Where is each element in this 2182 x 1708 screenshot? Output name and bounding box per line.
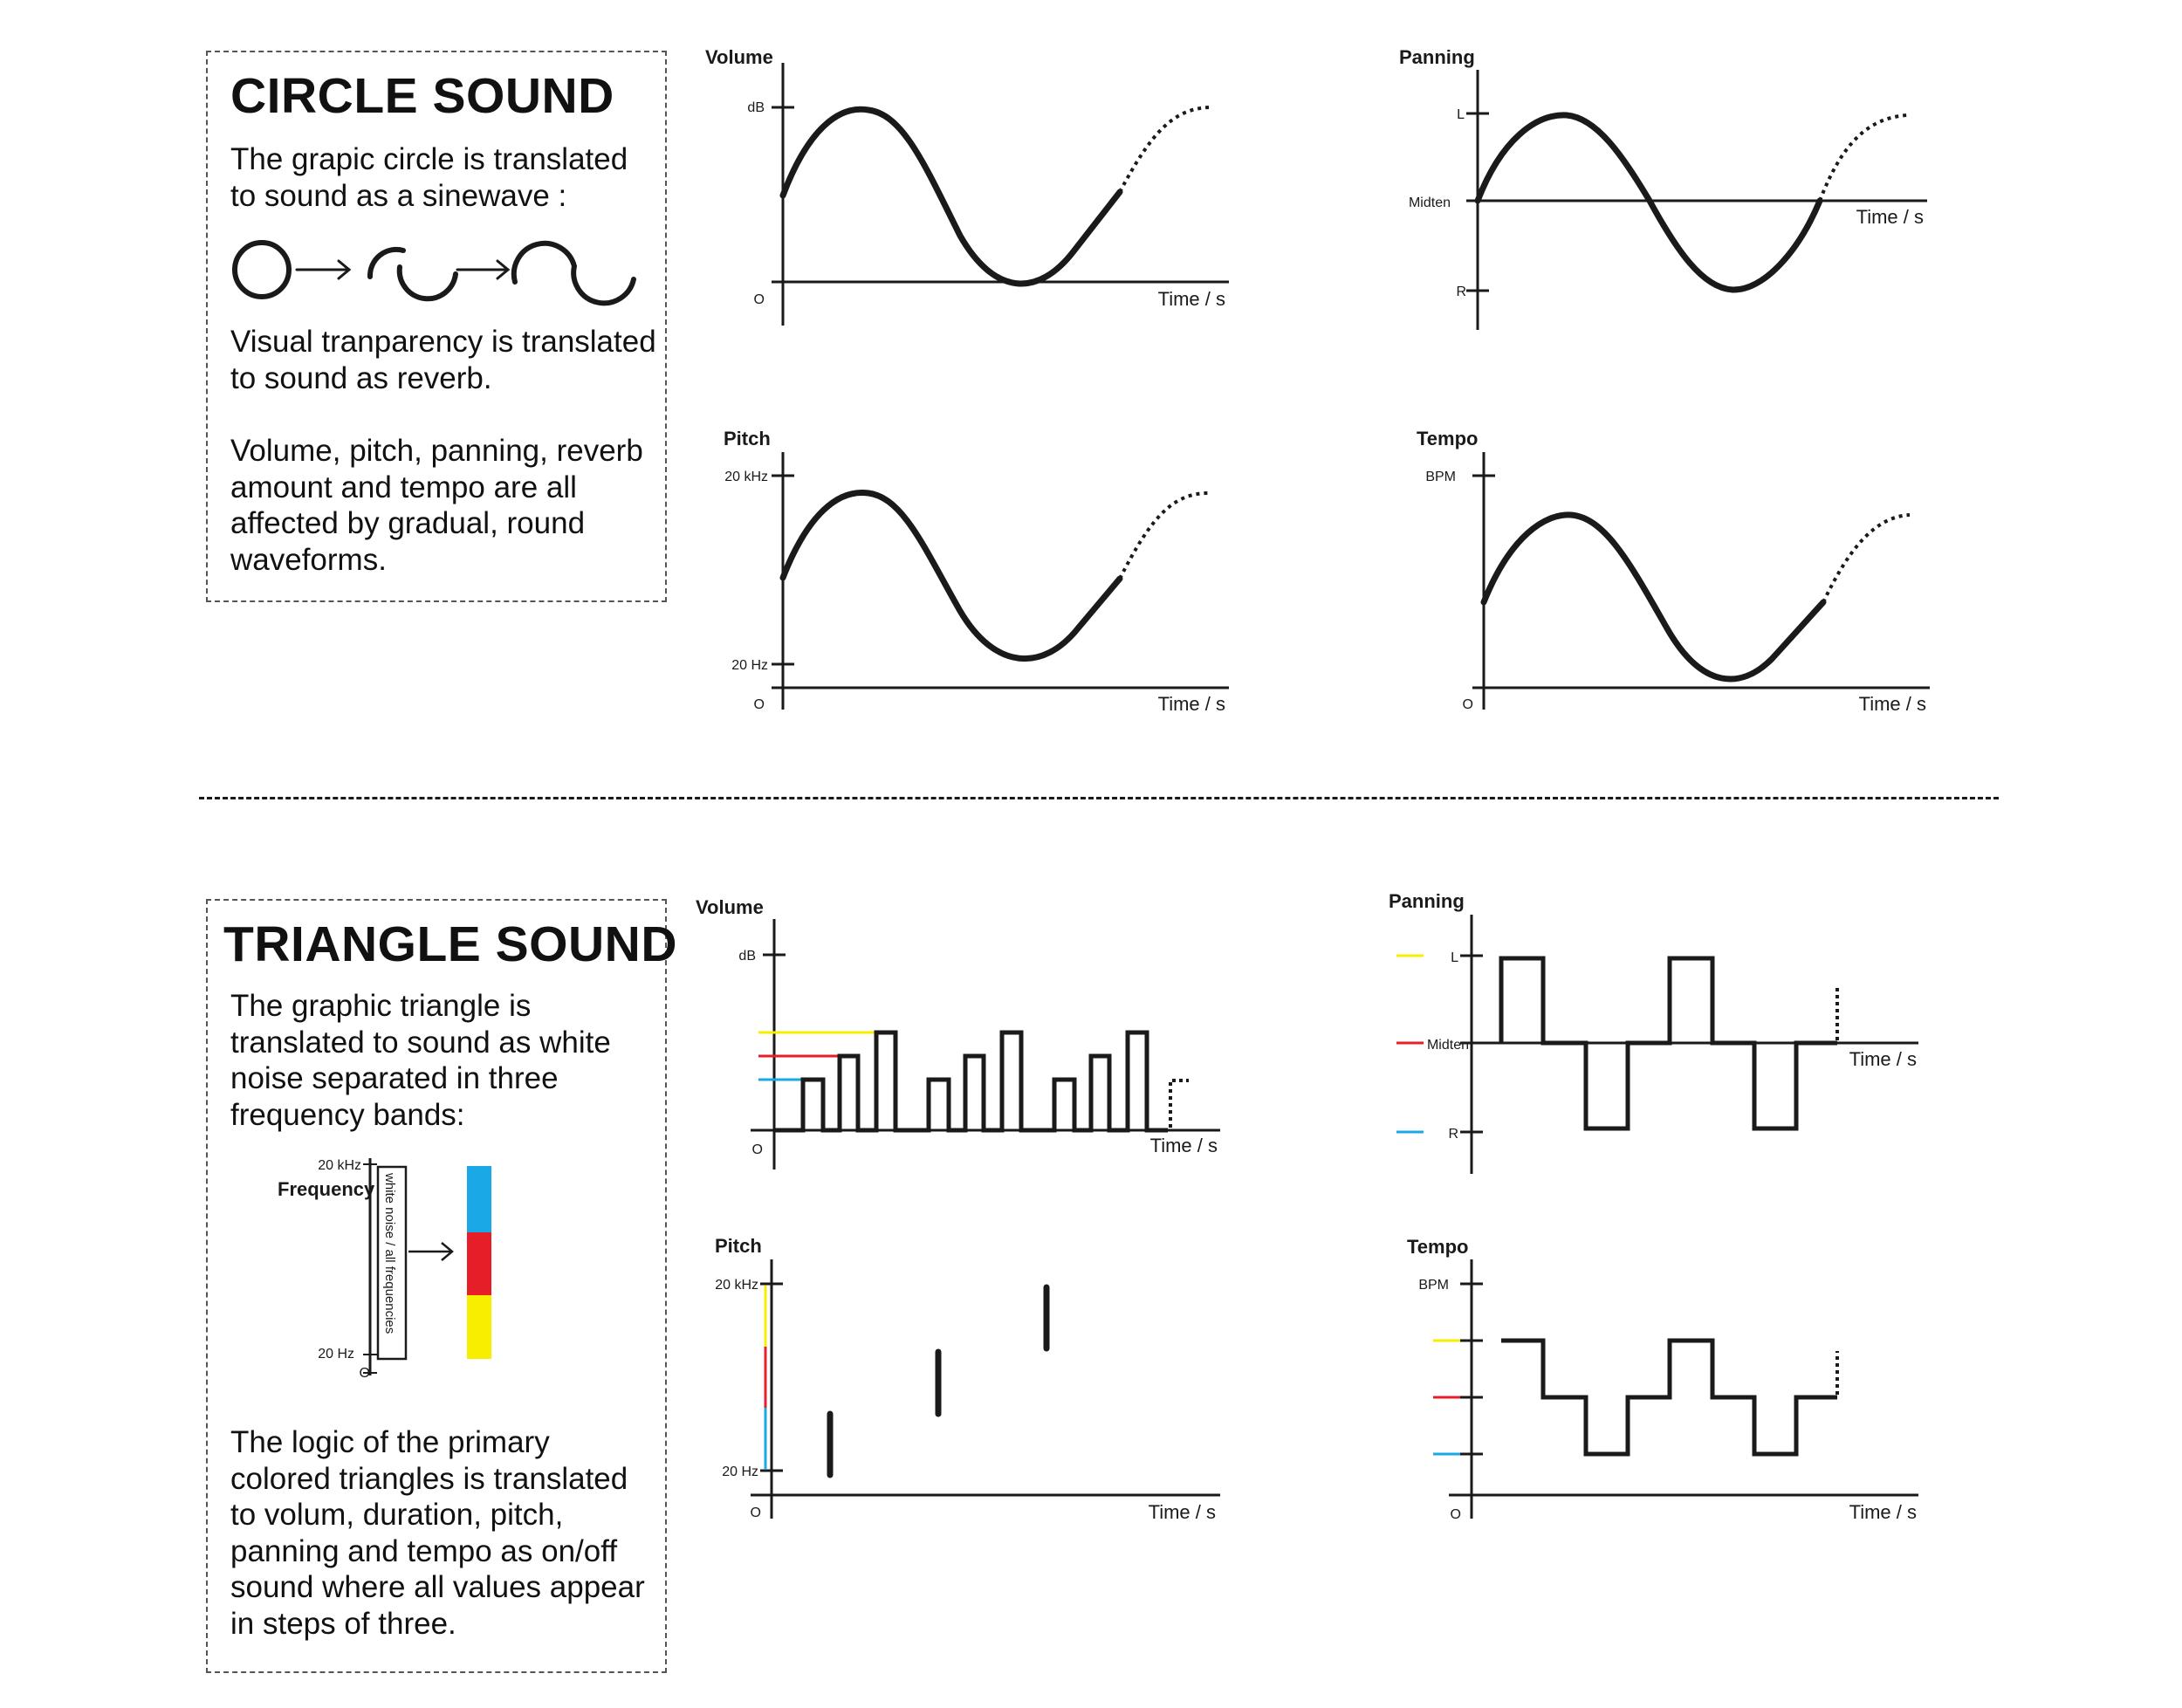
c-volume-ytop-label: dB (747, 100, 765, 115)
frequency-origin-label: O (359, 1366, 370, 1381)
t-volume-origin-label: O (751, 1142, 763, 1157)
c-pitch-x-label: Time / s (1157, 693, 1225, 715)
frequency-top-tick-label: 20 kHz (318, 1158, 361, 1173)
c-tempo-title: Tempo (1417, 428, 1479, 449)
c-tempo-wave-continuation (1823, 515, 1910, 602)
t-panning-r-label: R (1448, 1127, 1458, 1142)
t-pitch-title: Pitch (715, 1235, 762, 1257)
c-panning-x-label: Time / s (1856, 206, 1924, 228)
triangle-sound-text-2: The logic of the primary colored triangles is translated to volum, duration, pitch, panning and tempo as on/off sound where all values appear in steps of three. (230, 1425, 645, 1641)
c-tempo-wave (1484, 515, 1823, 679)
frequency-label: Frequency (278, 1178, 375, 1200)
t-volume-chart (696, 896, 1220, 1170)
triangle-sound-title: TRIANGLE SOUND (223, 916, 677, 972)
c-volume-origin-label: O (753, 292, 765, 307)
c-tempo-chart (1417, 428, 1930, 715)
t-tempo-x-label: Time / s (1849, 1501, 1917, 1523)
t-panning-x-label: Time / s (1849, 1048, 1917, 1070)
t-volume-ytop-label: dB (738, 949, 756, 964)
t-volume-title: Volume (696, 896, 764, 918)
c-pitch-ytop-label: 20 kHz (724, 470, 768, 484)
c-volume-chart (705, 46, 1229, 326)
c-pitch-ybottom-label: 20 Hz (731, 658, 768, 673)
t-panning-l-label: L (1451, 950, 1458, 965)
c-panning-mid-label: Midten (1408, 195, 1451, 210)
white-noise-label: white noise / all frequencies (382, 1173, 397, 1334)
t-pitch-x-label: Time / s (1148, 1501, 1216, 1523)
t-tempo-title: Tempo (1407, 1236, 1469, 1258)
t-pitch-chart (715, 1235, 1220, 1523)
t-tempo-origin-label: O (1450, 1507, 1461, 1522)
t-volume-x-label: Time / s (1149, 1135, 1218, 1156)
t-panning-mid-label: Midten (1426, 1038, 1469, 1053)
section-separator (199, 797, 1999, 799)
c-pitch-wave (783, 492, 1120, 658)
t-volume-continuation (1170, 1080, 1189, 1128)
c-pitch-origin-label: O (753, 697, 765, 712)
c-tempo-origin-label: O (1462, 697, 1473, 712)
c-volume-wave (783, 109, 1120, 284)
frequency-bottom-tick-label: 20 Hz (318, 1347, 354, 1362)
c-tempo-x-label: Time / s (1858, 693, 1926, 715)
c-panning-chart (1399, 46, 1927, 330)
t-tempo-ytop-label: BPM (1418, 1278, 1449, 1293)
c-pitch-chart (724, 428, 1229, 715)
c-volume-wave-continuation (1120, 107, 1209, 192)
t-panning-title: Panning (1389, 890, 1465, 912)
triangle-sound-text-1: The graphic triangle is translated to sound as white noise separated in three frequency bands: (230, 989, 611, 1132)
circle-sound-text-2: Visual tranparency is translated to sound as reverb. (230, 325, 656, 395)
t-pitch-ybottom-label: 20 Hz (722, 1464, 758, 1479)
t-volume-pulses (774, 1032, 1168, 1130)
circle-sound-title: CIRCLE SOUND (230, 68, 614, 124)
t-tempo-chart (1407, 1236, 1918, 1523)
c-panning-title: Panning (1399, 46, 1475, 68)
c-pitch-wave-continuation (1120, 493, 1209, 579)
t-panning-chart (1389, 890, 1918, 1174)
c-volume-title: Volume (705, 46, 773, 68)
circle-sound-text-3: Volume, pitch, panning, reverb amount and tempo are all affected by gradual, round waveforms. (230, 434, 643, 577)
t-tempo-steps (1501, 1341, 1837, 1454)
c-panning-wave-continuation (1820, 115, 1907, 201)
c-panning-l-label: L (1457, 107, 1465, 122)
triangle-charts (0, 812, 2182, 1684)
circle-sound-text-1: The grapic circle is translated to sound as a sinewave : (230, 142, 628, 213)
circle-charts (0, 0, 2182, 812)
c-pitch-title: Pitch (724, 428, 771, 449)
c-volume-x-label: Time / s (1157, 288, 1225, 310)
t-pitch-origin-label: O (750, 1506, 761, 1520)
t-pitch-ytop-label: 20 kHz (715, 1278, 758, 1293)
c-panning-r-label: R (1456, 285, 1466, 299)
c-panning-wave (1478, 115, 1820, 290)
c-tempo-ytop-label: BPM (1425, 470, 1456, 484)
